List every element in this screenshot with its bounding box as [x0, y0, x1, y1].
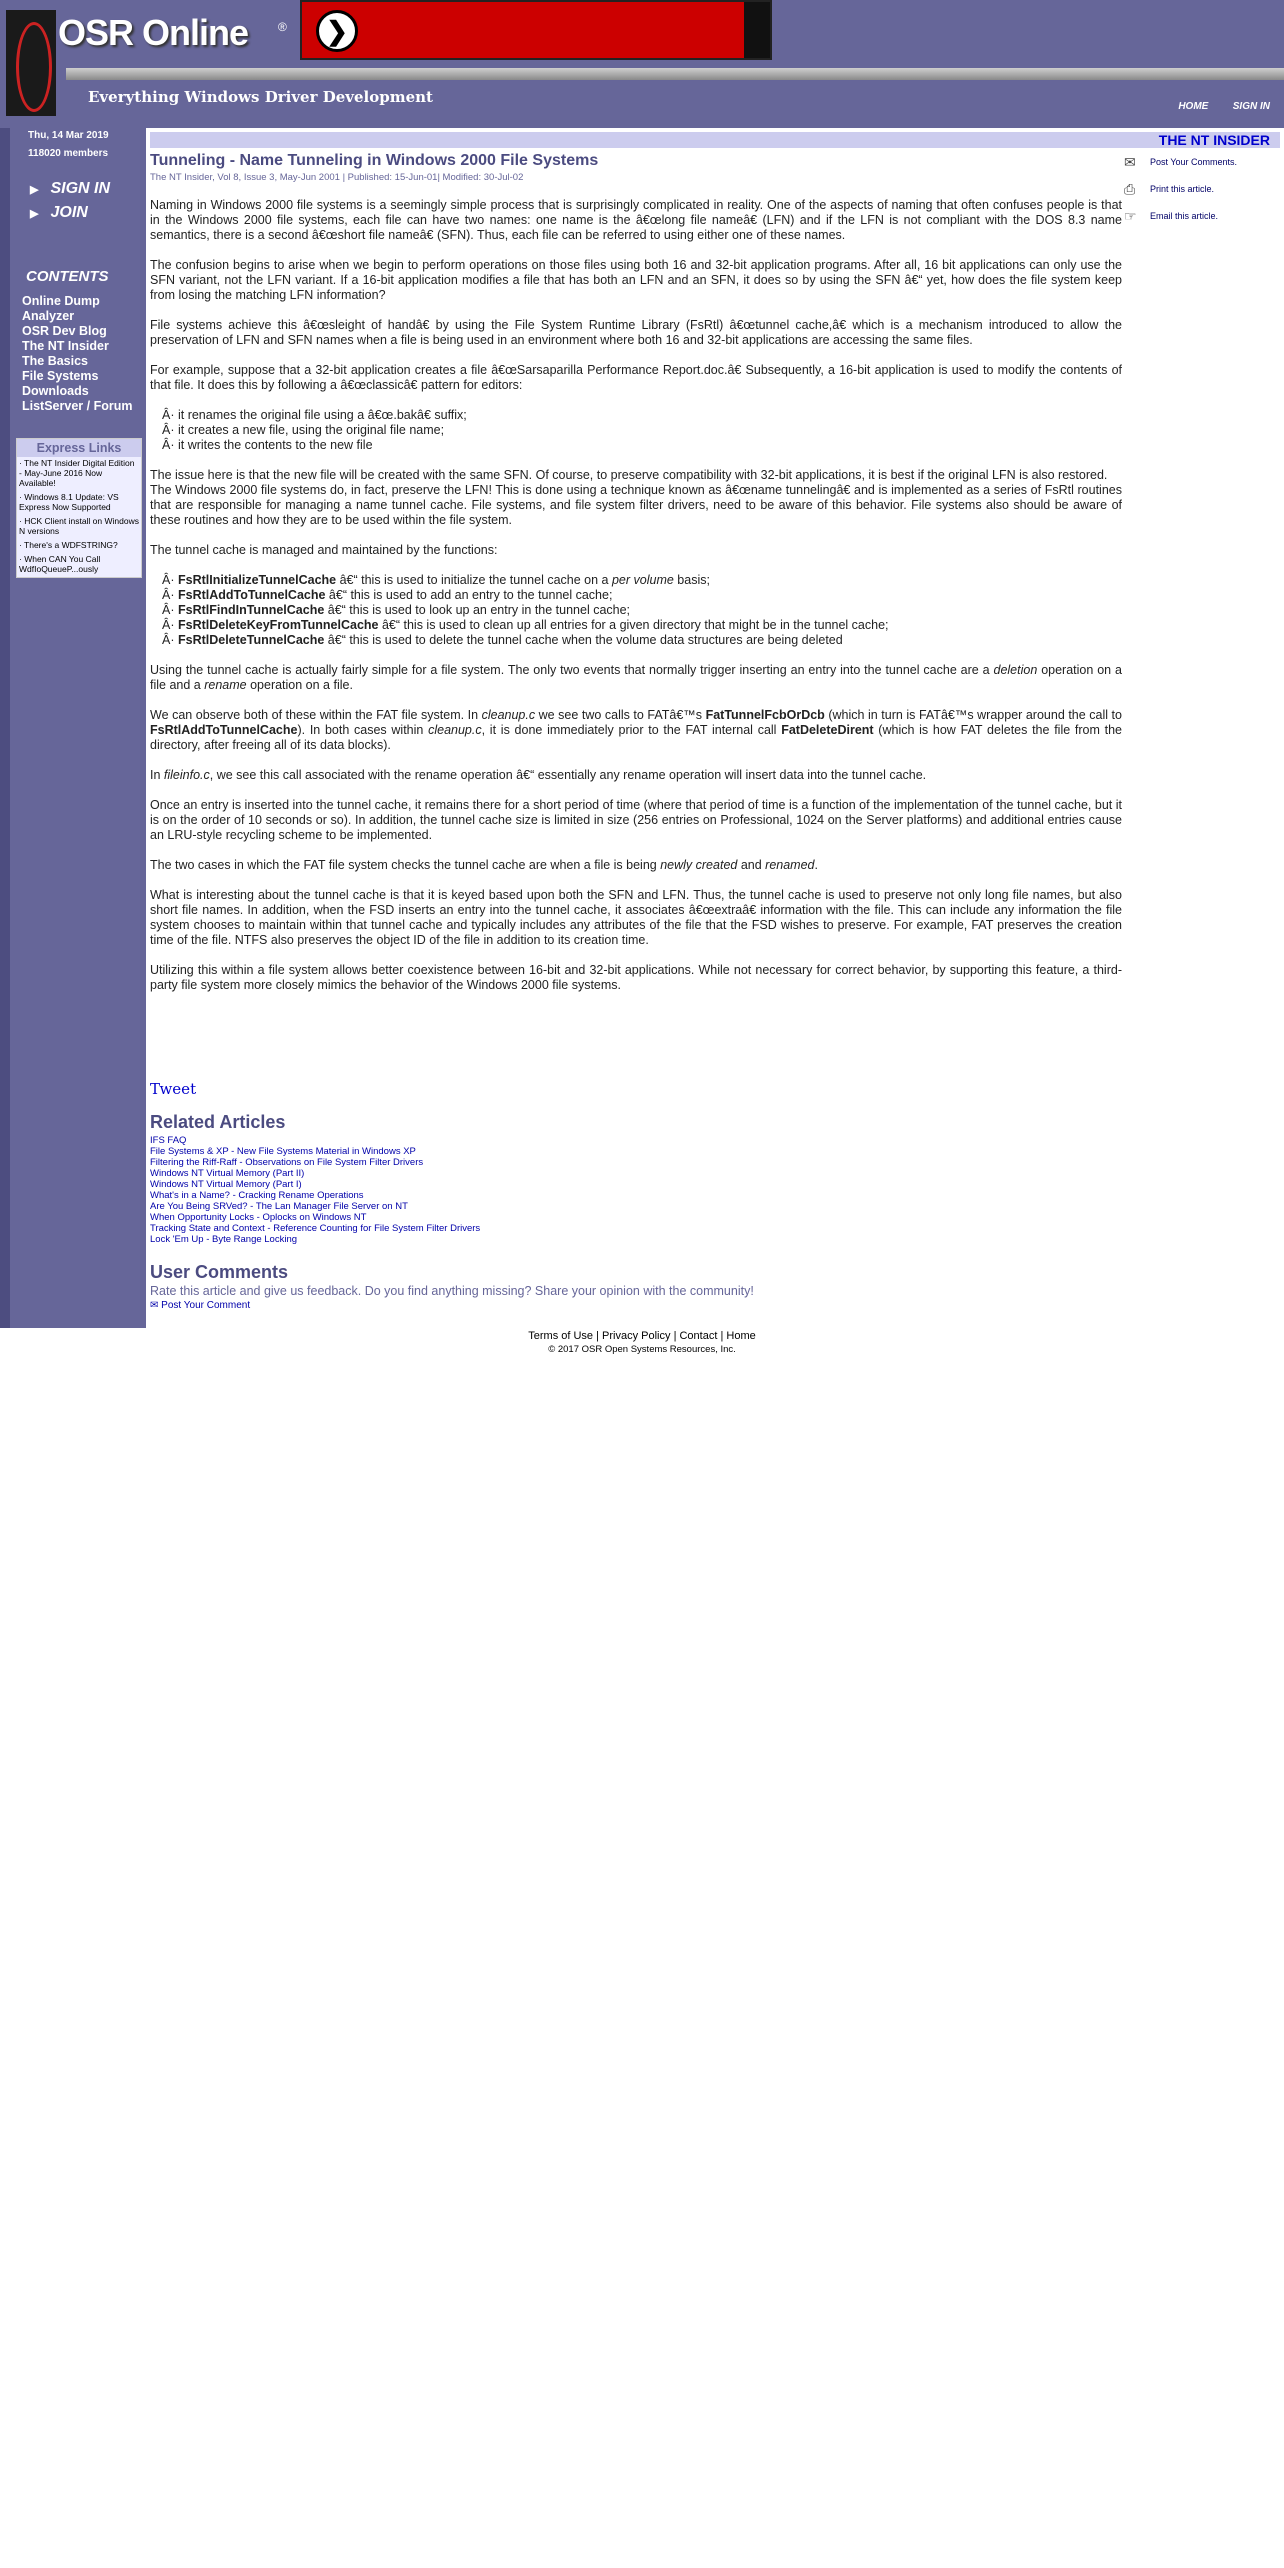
sidebar-signin-button[interactable]	[30, 180, 110, 198]
text-run: (which is how FAT deletes the file from the directory, after freeing all of its data blocks).	[150, 723, 1123, 752]
list-item: Â· it writes the contents to the new file	[162, 438, 373, 452]
site-tagline: Everything Windows Driver Development	[88, 88, 433, 106]
site-logo[interactable]: OSR Online	[58, 12, 249, 53]
text-run: we see two calls to FATâ€™s	[535, 708, 706, 722]
list-item	[162, 603, 1122, 618]
current-date: Thu, 14 Mar 2019	[28, 130, 109, 141]
paragraph: Naming in Windows 2000 file systems is a seemingly simple process that is surprisingly complicated in reality. One of the aspects of naming that often confuses people is that in the Windows 2000 file systems, each file can have two names: one name is the â€œlong file nameâ€ (LFN) and if the LFN is not compliant with the DOS 8.3 name semantics, there is a second â€œshort file nameâ€ (SFN). Thus, each file can be referred to using either one of these names.	[150, 198, 1122, 242]
top-nav	[1158, 96, 1270, 114]
paragraph	[150, 768, 1122, 783]
related-articles-list	[150, 1135, 480, 1245]
sidebar-item-basics[interactable]: The Basics	[22, 354, 89, 368]
text-run: .	[814, 858, 818, 872]
sidebar-item-listserver[interactable]: ListServer / Forum	[22, 399, 133, 413]
sign-in-label: SIGN IN	[50, 180, 111, 197]
text-run: and	[737, 858, 766, 872]
function-name: FsRtlAddToTunnelCache	[150, 723, 298, 737]
article-meta: The NT Insider, Vol 8, Issue 3, May-Jun 2001 | Published: 15-Jun-01| Modified: 30-Jul-02	[150, 172, 524, 183]
text-emphasis: renamed	[765, 858, 815, 872]
list-item	[162, 633, 1122, 648]
email-icon: ☞	[1124, 208, 1137, 224]
sidebar-item-downloads[interactable]: Downloads	[22, 384, 89, 398]
article-title: Tunneling - Name Tunneling in Windows 2000 File Systems	[150, 152, 599, 169]
related-link[interactable]: Are You Being SRVed? - The Lan Manager File Server on NT	[150, 1201, 408, 1212]
list-item: Â· it creates a new file, using the original file name;	[162, 423, 445, 437]
express-link[interactable]: · HCK Client install on Windows N versions	[19, 516, 139, 536]
text-emphasis: rename	[204, 678, 247, 692]
function-desc: â€“ this is used to clean up all entries for a given directory that might be in the tunnel cache;	[378, 618, 889, 632]
play-icon: ▶	[30, 184, 39, 196]
section-bar	[150, 132, 1280, 148]
article	[150, 152, 1122, 993]
text-run: operation on a file.	[246, 678, 353, 692]
function-name: FsRtlInitializeTunnelCache	[177, 573, 337, 587]
ad-banner[interactable]	[300, 0, 772, 60]
text-run: ). In both cases within	[297, 723, 429, 737]
print-action[interactable]	[1124, 181, 1280, 208]
text-run: The two cases in which the FAT file system checks the tunnel cache are when a file is being	[150, 858, 661, 872]
list-item: Â· it renames the original file using a â€œ.bakâ€ suffix;	[162, 408, 467, 422]
express-links-box	[16, 438, 142, 578]
text-emphasis: deletion	[993, 663, 1038, 677]
footer-links	[0, 1330, 1284, 1342]
bullet: Â·	[162, 573, 178, 587]
functions-list	[150, 573, 1122, 648]
paragraph	[150, 708, 1122, 753]
text-run: , it is done immediately prior to the FAT internal call	[481, 723, 782, 737]
express-links-title: Express Links	[17, 439, 141, 457]
contents-heading: CONTENTS	[26, 268, 109, 285]
related-link[interactable]: Windows NT Virtual Memory (Part II)	[150, 1168, 305, 1179]
paragraph	[150, 663, 1122, 693]
join-label: JOIN	[50, 204, 88, 221]
nav-signin-link[interactable]: SIGN IN	[1232, 101, 1270, 112]
related-articles-title: Related Articles	[150, 1112, 286, 1132]
action-label: Email this article.	[1150, 210, 1219, 221]
text-run: , we see this call associated with the rename operation â€“ essentially any rename operation will insert data into the tunnel cache.	[209, 768, 927, 782]
function-name: FsRtlFindInTunnelCache	[177, 603, 325, 617]
related-link[interactable]: Windows NT Virtual Memory (Part I)	[150, 1179, 302, 1190]
paragraph: The confusion begins to arise when we begin to perform operations on those files using both 16 and 32-bit application programs. After all, 16 bit applications can only use the SFN variant, not the LFN variant. If a 16-bit application modifies a file that has both an LFN and an SFN, it does so by using the SFN â€“ yet, how does the file system keep from losing the matching LFN information?	[150, 258, 1122, 302]
footer-separator: |	[596, 1330, 599, 1342]
list-item	[162, 573, 1122, 588]
bullet: Â·	[162, 588, 178, 602]
related-link[interactable]: When Opportunity Locks - Oplocks on Windows NT	[150, 1212, 367, 1223]
function-emphasis: per volume	[611, 573, 674, 587]
nav-home-link[interactable]: HOME	[1178, 101, 1209, 112]
express-link[interactable]: · When CAN You Call WdfIoQueueP...ously	[19, 554, 101, 574]
paragraph: File systems achieve this â€œsleight of handâ€ by using the File System Runtime Library (FsRtl) â€œtunnel cache,â€ which is a mechanism introduced to allow the preservation of LFN and SFN names when a file is being used in an environment where both 16 and 32-bit applications are accessing the same files.	[150, 318, 1122, 347]
post-comments-action[interactable]	[1124, 154, 1280, 181]
paragraph-text: The issue here is that the new file will be created with the same SFN. Of course, to preserve compatibility with 32-bit applications, it is best if the original LFN is also restored.	[150, 468, 1108, 482]
article-actions	[1124, 154, 1280, 235]
express-link[interactable]: · There's a WDFSTRING?	[19, 540, 118, 550]
play-icon: ▶	[30, 208, 39, 220]
text-emphasis: cleanup.c	[481, 708, 536, 722]
sidebar-edge	[0, 128, 10, 1328]
site-header	[0, 0, 1284, 128]
sidebar-item-nt-insider[interactable]: The NT Insider	[22, 339, 109, 353]
function-name: FatTunnelFcbOrDcb	[705, 708, 825, 722]
footer-home-link[interactable]: Home	[726, 1330, 756, 1342]
function-desc: â€“ this is used to initialize the tunnel cache on a	[336, 573, 612, 587]
paragraph: The tunnel cache is managed and maintained by the functions:	[150, 543, 498, 557]
printer-icon: ⎙	[1124, 181, 1136, 197]
bullet: Â·	[162, 618, 178, 632]
bullet: Â·	[162, 633, 178, 647]
post-comment-label: Post Your Comment	[161, 1300, 251, 1311]
related-link[interactable]: What's in a Name? - Cracking Rename Operations	[150, 1190, 364, 1201]
comment-icon: ✉	[150, 1300, 162, 1311]
sidebar-item-online-dump-analyzer[interactable]: Online Dump Analyzer	[22, 294, 100, 323]
function-name: FsRtlDeleteKeyFromTunnelCache	[177, 618, 379, 632]
function-name: FsRtlAddToTunnelCache	[177, 588, 326, 602]
related-link[interactable]: IFS FAQ	[150, 1135, 187, 1146]
list-item	[162, 618, 1122, 633]
chevron-right-icon: ❯	[316, 10, 358, 52]
member-count: 118020 members	[28, 148, 109, 159]
paragraph: Utilizing this within a file system allows better coexistence between 16-bit and 32-bit applications. While not necessary for correct behavior, by supporting this feature, a third-party file system more closely mimics the behavior of the Windows 2000 file systems.	[150, 963, 1122, 992]
editor-steps-list	[150, 408, 1122, 453]
user-comments-title: User Comments	[150, 1262, 289, 1282]
footer-terms-link[interactable]: Terms of Use	[528, 1330, 594, 1342]
function-desc: â€“ this is used to add an entry to the tunnel cache;	[325, 588, 613, 602]
paragraph	[150, 468, 1122, 528]
swirl-icon	[16, 22, 52, 112]
post-comment-link[interactable]	[150, 1300, 250, 1311]
text-run: We can observe both of these within the FAT file system. In	[150, 708, 482, 722]
banner-side-graphic	[744, 2, 770, 58]
paragraph: What is interesting about the tunnel cache is that it is keyed based upon both the SFN and LFN. Thus, the tunnel cache is used to preserve not only long file names, but also short file names. In addition, when the FSD inserts an entry into the tunnel cache, it associates â€œextraâ€ information with the file. This can include any information the file system chooses to maintain within that tunnel cache and typically includes any attributes of the file that the FSD wishes to preserve. For example, FAT preserves the creation time of the file. NTFS also preserves the object ID of the file in addition to its creation time.	[150, 888, 1122, 947]
footer-contact-link[interactable]: Contact	[679, 1330, 718, 1342]
left-sidebar	[0, 128, 146, 1328]
related-link[interactable]: Tracking State and Context - Reference Counting for File System Filter Drivers	[150, 1223, 481, 1234]
sidebar-nav	[22, 294, 132, 414]
footer-separator: |	[720, 1330, 724, 1342]
text-emphasis: cleanup.c	[428, 723, 482, 737]
sidebar-item-file-systems[interactable]: File Systems	[22, 369, 99, 383]
copyright: © 2017 OSR Open Systems Resources, Inc.	[548, 1344, 736, 1355]
sidebar-item-osr-dev-blog[interactable]: OSR Dev Blog	[22, 324, 107, 338]
text-run: Using the tunnel cache is actually fairly simple for a file system. The only two events that normally trigger inserting an entry into the tunnel cache are a	[150, 663, 994, 677]
section-title: THE NT INSIDER	[1158, 132, 1270, 148]
text-emphasis: fileinfo.c	[163, 768, 210, 782]
email-action[interactable]	[1124, 208, 1280, 235]
bullet: Â·	[162, 603, 178, 617]
sidebar-join-button[interactable]	[30, 204, 88, 222]
text-run: (which in turn is FATâ€™s wrapper around the call to	[824, 708, 1122, 722]
list-item	[162, 588, 1122, 603]
related-link[interactable]: Filtering the Riff-Raff - Observations on File System Filter Drivers	[150, 1157, 424, 1168]
registered-mark: ®	[278, 20, 287, 34]
user-comments-text: Rate this article and give us feedback. Do you find anything missing? Share your opinion with the community!	[150, 1284, 754, 1298]
text-emphasis: newly created	[660, 858, 738, 872]
function-tail: basis;	[673, 573, 710, 587]
function-name: FsRtlDeleteTunnelCache	[177, 633, 325, 647]
function-desc: â€“ this is used to look up an entry in the tunnel cache;	[324, 603, 631, 617]
tweet-link[interactable]: Tweet	[150, 1080, 197, 1098]
footer-privacy-link[interactable]: Privacy Policy	[602, 1330, 671, 1342]
function-name: FatDeleteDirent	[781, 723, 874, 737]
header-divider	[66, 68, 1284, 80]
footer-separator: |	[673, 1330, 677, 1342]
function-desc: â€“ this is used to delete the tunnel cache when the volume data structures are being deleted	[324, 633, 843, 647]
logo-mark[interactable]	[6, 10, 56, 116]
comment-icon: ✉	[1124, 154, 1136, 170]
paragraph-text: The Windows 2000 file systems do, in fact, preserve the LFN! This is done using a technique known as â€œname tunnelingâ€ and is implemented as a series of FsRtl routines that are responsible for managing a name tunnel cache. File systems, and file system filter drivers, need to be aware of this behavior. File systems also should be aware of these routines and how they are to be used within the file system.	[150, 483, 1122, 527]
action-label: Print this article.	[1150, 183, 1215, 194]
text-run: operation on a file and a	[150, 663, 1122, 692]
paragraph: For example, suppose that a 32-bit application creates a file â€œSarsaparilla Performance Report.doc.â€ Subsequently, a 16-bit application is used to modify the contents of that file. It does this by following a â€œclassicâ€ pattern for editors:	[150, 363, 1122, 392]
paragraph	[150, 858, 1122, 873]
express-link[interactable]: · The NT Insider Digital Edition - May-June 2016 Now Available!	[19, 458, 135, 488]
text-run: In	[150, 768, 164, 782]
action-label: Post Your Comments.	[1150, 156, 1238, 167]
express-link[interactable]: · Windows 8.1 Update: VS Express Now Supported	[19, 492, 119, 512]
related-link[interactable]: File Systems & XP - New File Systems Material in Windows XP	[150, 1146, 416, 1157]
footer	[0, 1330, 1284, 1355]
paragraph: Once an entry is inserted into the tunnel cache, it remains there for a short period of time (where that period of time is a function of the implementation of the tunnel cache, but it is on the order of 10 seconds or so). In addition, the tunnel cache size is limited in size (256 entries on Professional, 1024 on the Server platforms) and additional entries cause an LRU-style recycling scheme to be implemented.	[150, 798, 1122, 842]
related-link[interactable]: Lock 'Em Up - Byte Range Locking	[150, 1234, 298, 1245]
